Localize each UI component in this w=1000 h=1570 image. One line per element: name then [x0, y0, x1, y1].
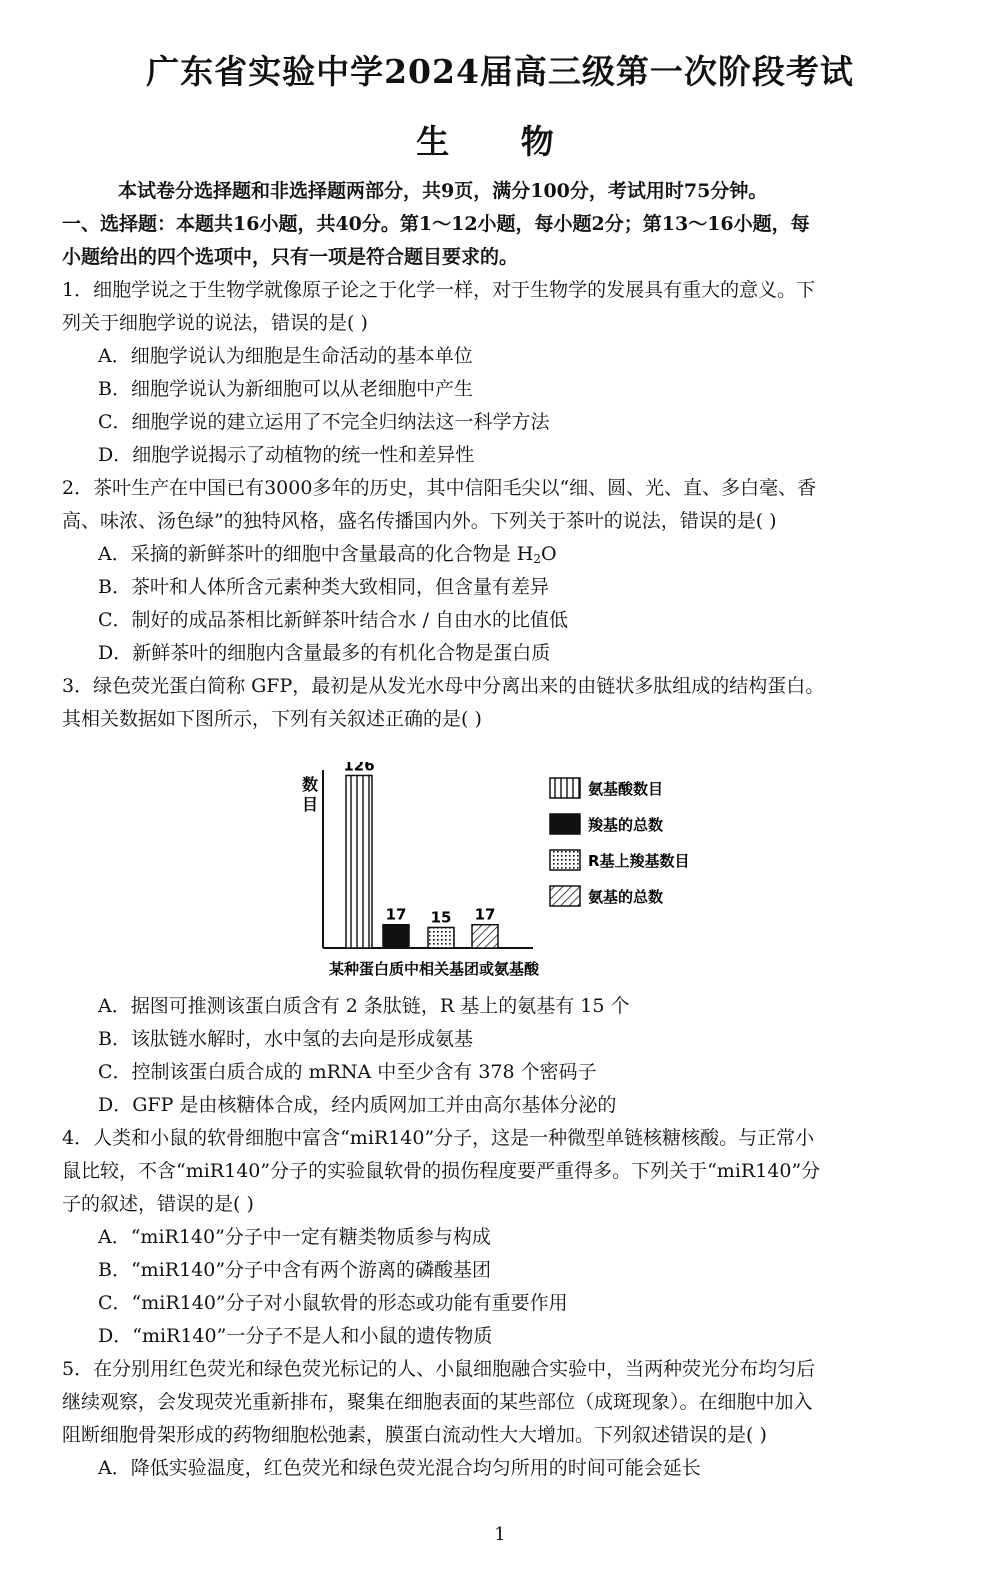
y-axis-label-char: 目 [301, 795, 319, 814]
q3-stem-line2: 其相关数据如下图所示，下列有关叙述正确的是( ) [62, 708, 482, 730]
x-axis-label: 某种蛋白质中相关基团或氨基酸 [328, 960, 540, 978]
q3-option-b: B．该肽链水解时，水中氢的去向是形成氨基 [98, 1028, 473, 1050]
bar-value-label: 126 [343, 762, 375, 775]
subject-title: 生 物 [416, 122, 584, 161]
q4-option-a: A．“miR140”分子中一定有糖类物质参与构成 [98, 1226, 491, 1248]
legend-label-3: R基上羧基数目 [588, 852, 690, 870]
q4-option-c: C．“miR140”分子对小鼠软骨的形态或功能有重要作用 [98, 1292, 568, 1314]
bar-4 [472, 925, 498, 948]
legend-label-1: 氨基酸数目 [588, 780, 664, 798]
q3-option-c: C．控制该蛋白质合成的 mRNA 中至少含有 378 个密码子 [98, 1061, 597, 1083]
q2-option-c: C．制好的成品茶相比新鲜茶叶结合水 / 自由水的比值低 [98, 609, 569, 631]
section-heading-line2: 小题给出的四个选项中，只有一项是符合题目要求的。 [62, 246, 519, 268]
page-number: 1 [494, 1524, 506, 1545]
q1-stem-line2: 列关于细胞学说的说法，错误的是( ) [62, 312, 368, 334]
q3-option-d: D．GFP 是由核糖体合成，经内质网加工并由高尔基体分泌的 [98, 1094, 617, 1116]
q5-stem-line1: 5．在分别用红色荧光和绿色荧光标记的人、小鼠细胞融合实验中，当两种荧光分布均匀后 [62, 1358, 816, 1380]
gfp-bar-chart [288, 762, 718, 982]
exam-note: 本试卷分选择题和非选择题两部分，共9页，满分100分，考试用时75分钟。 [118, 180, 768, 202]
q3-stem-line1: 3．绿色荧光蛋白简称 GFP，最初是从发光水母中分离出来的由链状多肽组成的结构蛋白。 [62, 675, 825, 697]
q2-stem-line2: 高、味浓、汤色绿”的独特风格，盛名传播国内外。下列关于茶叶的说法，错误的是( ) [62, 510, 777, 532]
q3-option-a: A．据图可推测该蛋白质含有 2 条肽链，R 基上的氨基有 15 个 [98, 995, 630, 1017]
q1-option-c: C．细胞学说的建立运用了不完全归纳法这一科学方法 [98, 411, 550, 433]
bar-3 [428, 927, 454, 948]
bar-1 [346, 775, 372, 948]
q2-stem-line1: 2．茶叶生产在中国已有3000多年的历史，其中信阳毛尖以“细、圆、光、直、多白毫、香 [62, 477, 817, 499]
q2-option-b: B．茶叶和人体所含元素种类大致相同，但含量有差异 [98, 576, 549, 598]
legend-swatch-1 [550, 778, 580, 798]
q1-option-d: D．细胞学说揭示了动植物的统一性和差异性 [98, 444, 475, 466]
q4-option-b: B．“miR140”分子中含有两个游离的磷酸基团 [98, 1259, 492, 1281]
bar-2 [383, 925, 409, 948]
q1-option-b: B．细胞学说认为新细胞可以从老细胞中产生 [98, 378, 473, 400]
bar-value-label: 17 [474, 905, 496, 924]
q4-option-d: D．“miR140”一分子不是人和小鼠的遗传物质 [98, 1325, 493, 1347]
q5-stem-line2: 继续观察，会发现荧光重新排布，聚集在细胞表面的某些部位（成斑现象）。在细胞中加入 [62, 1391, 813, 1413]
q2-option-a [98, 541, 978, 567]
q5-option-a: A．降低实验温度，红色荧光和绿色荧光混合均匀所用的时间可能会延长 [98, 1457, 701, 1479]
y-axis-label-char: 数 [301, 775, 319, 794]
bar-value-label: 17 [385, 905, 407, 924]
legend-swatch-3 [550, 850, 580, 870]
q2-option-d: D．新鲜茶叶的细胞内含量最多的有机化合物是蛋白质 [98, 642, 551, 664]
exam-title: 广东省实验中学2024届高三级第一次阶段考试 [146, 52, 854, 91]
chart-svg [288, 762, 718, 982]
q2-option-a-subscript: 2 [533, 552, 541, 566]
q4-stem-line1: 4．人类和小鼠的软骨细胞中富含“miR140”分子，这是一种微型单链核糖核酸。与正常小 [62, 1127, 815, 1149]
legend-swatch-2 [550, 814, 580, 834]
q4-stem-line2: 鼠比较，不含“miR140”分子的实验鼠软骨的损伤程度要严重得多。下列关于“miR140”分 [62, 1160, 821, 1182]
q2-option-a-text: A．采摘的新鲜茶叶的细胞中含量最高的化合物是 H [98, 543, 534, 565]
legend-label-2: 羧基的总数 [588, 816, 664, 834]
q1-stem-line1: 1．细胞学说之于生物学就像原子论之于化学一样，对于生物学的发展具有重大的意义。下 [62, 279, 816, 301]
q4-stem-line3: 子的叙述，错误的是( ) [62, 1193, 254, 1215]
legend-label-4: 氨基的总数 [588, 888, 664, 906]
q1-option-a: A．细胞学说认为细胞是生命活动的基本单位 [98, 345, 473, 367]
q2-option-a-suffix: O [540, 543, 557, 565]
legend-swatch-4 [550, 886, 580, 906]
section-heading-line1: 一、选择题：本题共16小题，共40分。第1～12小题，每小题2分；第13～16小题，每 [62, 213, 810, 235]
bar-value-label: 15 [430, 908, 452, 927]
q5-stem-line3: 阻断细胞骨架形成的药物细胞松弛素，膜蛋白流动性大大增加。下列叙述错误的是( ) [62, 1424, 767, 1446]
